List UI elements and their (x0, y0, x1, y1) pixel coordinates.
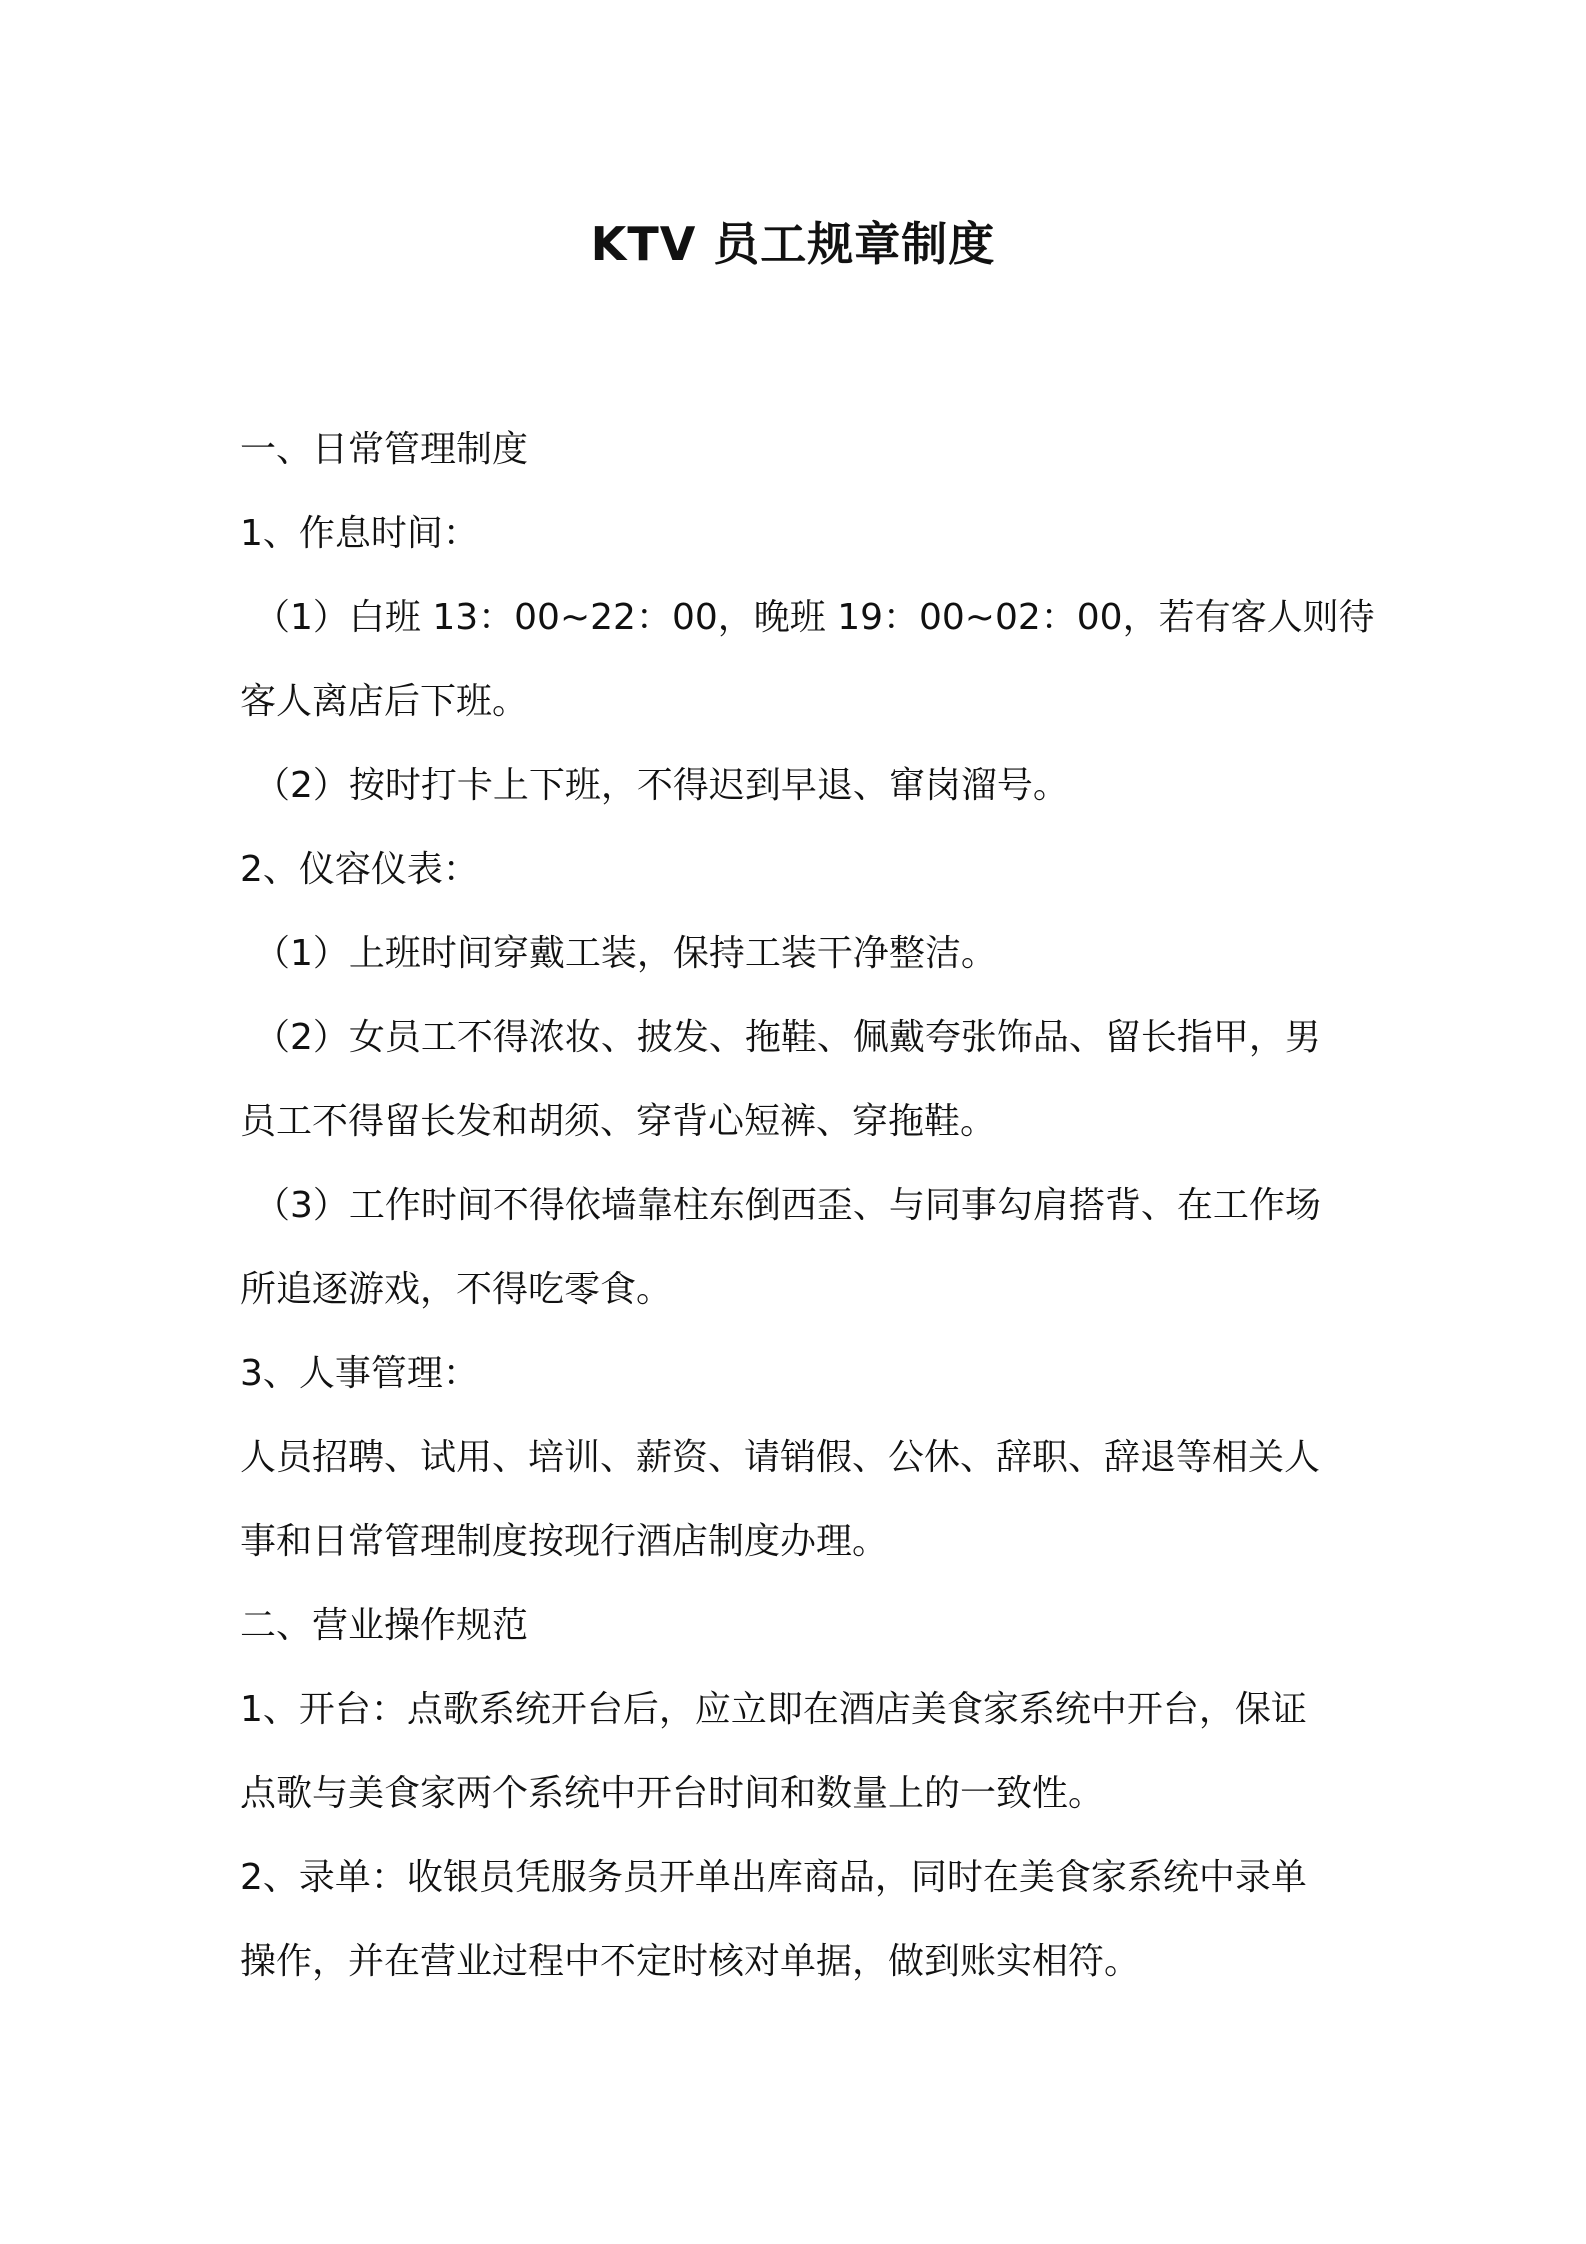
appearance-item-1: （1）上班时间穿戴工装，保持工装干净整洁。 (254, 933, 997, 974)
subheading-personnel: 3、人事管理： (240, 1353, 479, 1394)
appearance-item-2: （2）女员工不得浓妆、披发、拖鞋、佩戴夸张饰品、留长指甲，男 (254, 1017, 1321, 1058)
section-heading-operations: 二、营业操作规范 (240, 1605, 529, 1646)
document-body (240, 408, 1375, 2004)
appearance-item-3-cont: 所追逐游戏，不得吃零食。 (240, 1269, 673, 1310)
appearance-item-3: （3）工作时间不得依墙靠柱东倒西歪、与同事勾肩搭背、在工作场 (254, 1185, 1321, 1226)
work-hours-item-1-cont: 客人离店后下班。 (240, 681, 529, 722)
page-title: KTV 员工规章制度 (590, 217, 996, 271)
appearance-item-2-cont: 员工不得留长发和胡须、穿背心短裤、穿拖鞋。 (240, 1101, 997, 1142)
operations-item-open-table-cont: 点歌与美食家两个系统中开台时间和数量上的一致性。 (240, 1773, 1105, 1814)
personnel-paragraph: 人员招聘、试用、培训、薪资、请销假、公休、辞职、辞退等相关人 (240, 1437, 1321, 1478)
subheading-appearance: 2、仪容仪表： (240, 849, 479, 890)
operations-item-order-entry-cont: 操作，并在营业过程中不定时核对单据，做到账实相符。 (240, 1941, 1141, 1982)
operations-item-order-entry: 2、录单：收银员凭服务员开单出库商品，同时在美食家系统中录单 (240, 1857, 1307, 1898)
section-heading-daily-management: 一、日常管理制度 (240, 429, 529, 470)
work-hours-item-1: （1）白班 13：00~22：00，晚班 19：00~02：00，若有客人则待 (254, 597, 1375, 638)
operations-item-open-table: 1、开台：点歌系统开台后，应立即在酒店美食家系统中开台，保证 (240, 1689, 1307, 1730)
personnel-paragraph-cont: 事和日常管理制度按现行酒店制度办理。 (240, 1521, 889, 1562)
work-hours-item-2: （2）按时打卡上下班，不得迟到早退、窜岗溜号。 (254, 765, 1069, 806)
subheading-work-hours: 1、作息时间： (240, 513, 479, 554)
